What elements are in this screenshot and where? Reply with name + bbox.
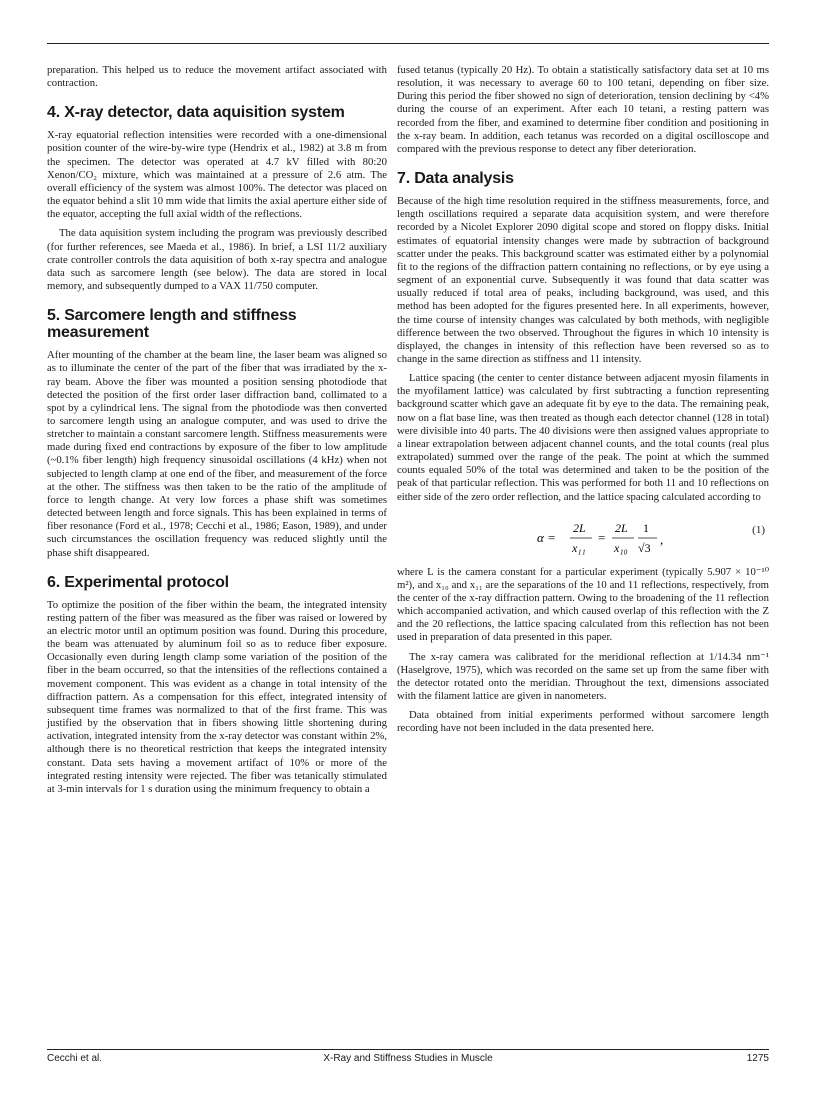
section-4-heading: 4. X-ray detector, data aquisition system [47, 104, 345, 122]
eq-numerator-3: 1 [643, 520, 649, 535]
section-5-heading: 5. Sarcomere length and stiffness measurement [47, 307, 297, 342]
left-column [47, 64, 387, 802]
eq-comma: , [660, 531, 664, 547]
section-7-paragraph-3: where L is the camera constant for a particular experiment (typically 5.907 × 10⁻¹⁰ m²), and x₁₀ and x₁₁ are the separations of the 10 and 11 reflections, respectively, from the center of the x-ray diffraction pattern. Owing to the broadening of the 11 reflection which accompanied activation, and which caused overlap of this reflection with the Z and the 20 reflections, the lattice spacing calculated from this reflection has not been used in preparation of data presented in this paper. [397, 565, 769, 644]
section-4-paragraph-1: X-ray equatorial reflection intensities were recorded with a one-dimensional position counter of the wire-by-wire type (Hendrix et al., 1982) at 3.8 m from the specimen. The detector was operated at 4.7 kV filled with 80:20 Xenon/CO₂ mixture, which was maintained at a pressure of 2.6 atm. The overall efficiency of the system was almost 100%. The detector was placed on the equator behind a slit 10 mm wide that limits the axial aperture either side of the equator, accepting the full axial width of the reflections. [47, 129, 387, 221]
right-column [397, 64, 769, 742]
eq-denominator-2: x₁₀ [614, 540, 628, 555]
equation-1-formula [537, 514, 677, 562]
section-6-paragraph-1: To optimize the position of the fiber within the beam, the integrated intensity resting pattern of the fiber was measured as the fiber was raised or lowered by an electric motor until an optimum position was found. During this procedure, the beam was attenuated by aluminum foil so as to reduce fiber exposure. Occasionally even during length clamp some variation of the position of the fiber in the beam occurred, so that the intensities of the reflections contained a movement component. This was evident as a change in total intensity of the diffraction pattern. As a compensation for this effect, integrated intensity of subsequent time frames was normalized to that of the first frame. This was justified by the observation that in fibers showing little shortening during activation, integrated intensity from the x-ray detector was constant within 2%, although there is no theoretical restriction that keeps the integrated intensity constant. Data sets having a movement artifact of 10% or more of the integrated resting intensity were rejected. The fiber was tetanically stimulated at 3-min intervals for 1 s duration using the minimum frequency to obtain a [47, 598, 387, 795]
section-6-heading: 6. Experimental protocol [47, 573, 229, 591]
paragraph-intro: preparation. This helped us to reduce the movement artifact associated with contraction. [47, 64, 387, 90]
paragraph-continued: fused tetanus (typically 20 Hz). To obtain a statistically satisfactory data set at 10 ms resolution, it was necessary to average 60 to 100 tetani, depending on fiber size. During this period the fiber showed no sign of deterioration, tension declining by <4% during the course of an experiment. After each 10 tetani, a resting pattern was recorded from the fiber, and examined to determine fiber condition and positioning in the x-ray beam. In addition, each tetanus was recorded on a digital oscilloscope and compared with the previous response to detect any fiber deterioration. [397, 64, 769, 155]
eq-denominator-1: x₁₁ [572, 540, 586, 555]
header-rule [47, 43, 769, 44]
section-4-paragraph-2: The data aquisition system including the program was previously described (for further references, see Maeda et al., 1986). In brief, a LSI 11/2 auxiliary crate controller controls the data aquisition of both x-ray spectra and analogue data such as sarcomere length (see below). The data are stored in local memory, and subsequently dumped to a VAX 11/750 computer. [47, 227, 387, 293]
section-7-paragraph-4: The x-ray camera was calibrated for the meridional reflection at 1/14.34 nm⁻¹ (Haselgrove, 1975), which was recorded on the same set up from the same fiber with the detector rotated onto the meridian. Throughout the text, dimensions associated with the filament lattice are given in nanometers. [397, 650, 769, 703]
footer-authors: Cecchi et al. [47, 1053, 103, 1064]
eq-alpha: α = [537, 529, 556, 545]
section-7-paragraph-5: Data obtained from initial experiments performed without sarcomere length recording have not been included in the data presented here. [397, 709, 769, 735]
section-7-paragraph-1: Because of the high time resolution required in the stiffness measurements, force, and length oscillations required a separate data acquisition system, and were therefore recorded by a Nicolet Explorer 2090 digital scope and stored on floppy disks. Initial estimates of equatorial intensity changes were made by subtraction of background scatter under the peaks. This background scatter was estimated either by a polynomial fit to the regions of the diffraction pattern containing no reflections, or by eye using a segment of an exponential curve. Subsequently it was found that data scatter was usually reduced if total area of peaks, including background, was used, and this method has been adopted for the figures presented here. In all experiments, however, the time course of intensity changes was calculated by both methods, with negligible difference between the two observed. Throughout the figures in which 10 intensity is displayed, the changes in intensity of this reflection have been reversed so as to change in the same direction as stiffness and 11 intensity. [397, 195, 769, 365]
section-7-heading: 7. Data analysis [397, 170, 514, 188]
section-7-paragraph-2: Lattice spacing (the center to center distance between adjacent myosin filaments in the myofilament lattice) was calculated by first subtracting a function representing background scatter which gave an adequate fit by eye to the data. The remaining peak, now on a flat base line, was then treated as though each detector channel (128 in total) were divisible into 40 parts. The 40 divisions were then assigned values appropriate to a linear extrapolation between adjacent channel counts, and the total counts (real plus extrapolated) summed over the range of the peak. The point at which the summed counts equaled 50% of the total was determined and taken to be the position of the peak of that particular reflection. This was performed for both 11 and 10 reflections on either side of the zero order reflection, and the lattice spacing calculated according to [397, 372, 769, 503]
page-number: 1275 [746, 1053, 769, 1064]
eq-denominator-3: √3 [638, 540, 651, 555]
equation-1 [397, 510, 769, 562]
eq-numerator-1: 2L [573, 520, 586, 535]
eq-numerator-2: 2L [615, 520, 628, 535]
equation-number: (1) [752, 523, 765, 536]
footer-journal-title: X-Ray and Stiffness Studies in Muscle [323, 1053, 493, 1064]
section-5-paragraph-1: After mounting of the chamber at the beam line, the laser beam was aligned so as to illuminate the center of the part of the fiber that was irradiated by the x-ray beam. Above the fiber was mounted a position sensing photodiode that detected the position of the first order laser diffraction band, collimated to a spot by a cylindrical lens. The signal from the photodiode was then converted to sarcomere length using an analogue computer, and was used to drive the stretcher to maintain a constant sarcomere length. Stiffness measurements were made during fixed end contractions by exposure of the fiber to low amplitude (~0.1% fiber length) high frequency sinusoidal oscillations (4 kHz) when not subjected to length clamp at one end of the fiber, and measurement of the force at the other. The stiffness was then taken to be the ratio of the amplitude of force to length change. At very low forces a phase shift was sometimes detected between length and force signals. This has been explained in terms of fiber resonance (Ford et al., 1978; Cecchi et al., 1986; Eason, 1989), and under such circumstances the oscillation frequency was reduced slightly until the phase shift disappeared. [47, 349, 387, 559]
eq-equals: = [598, 529, 606, 545]
footer-rule [47, 1049, 769, 1050]
